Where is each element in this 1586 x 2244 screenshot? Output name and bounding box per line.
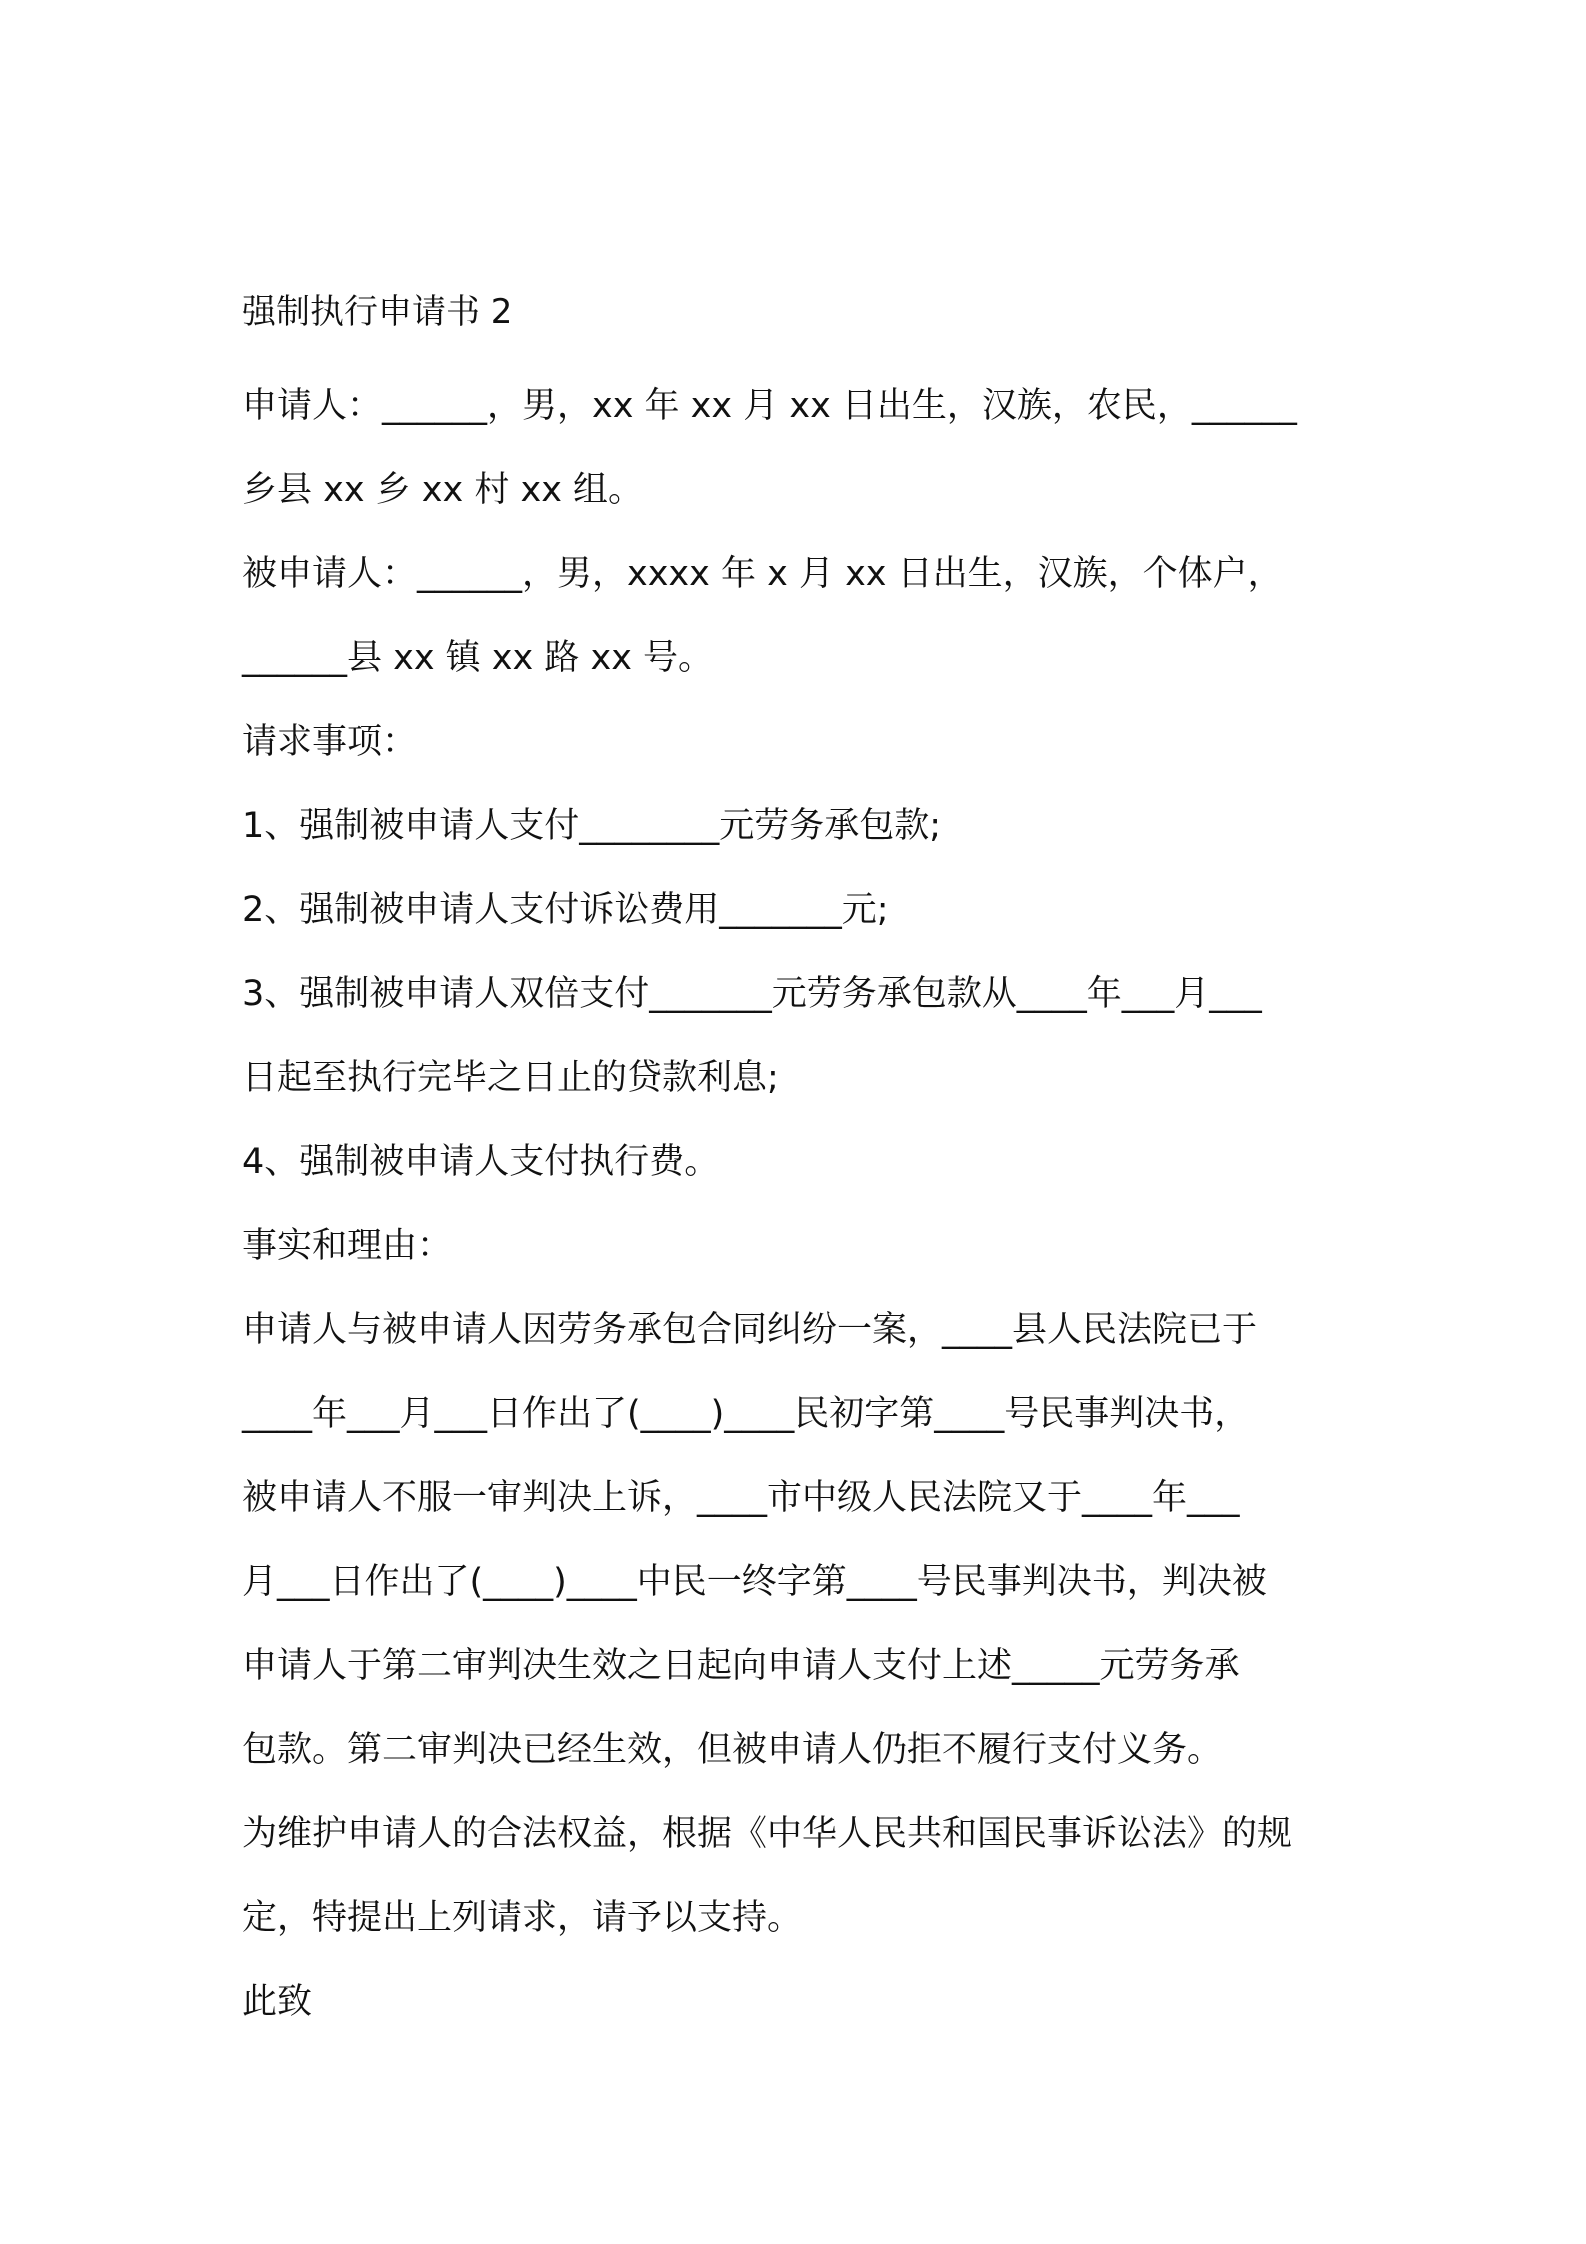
requests-heading (242, 700, 1357, 784)
request-item-4 (242, 1120, 1357, 1204)
request-item-2 (242, 868, 1357, 952)
facts-line-4: 月___日作出了(____)____中民一终字第____号民事判决书，判决被 (242, 1562, 1267, 1602)
facts-heading (242, 1204, 1357, 1288)
facts-line-3: 被申请人不服一审判决上诉，____市中级人民法院又于____年___ (242, 1478, 1240, 1518)
facts-line-6: 包款。第二审判决已经生效，但被申请人仍拒不履行支付义务。 (242, 1730, 1223, 1770)
applicant-line-1: 申请人：______，男，xx 年 xx 月 xx 日出生，汉族，农民，______ (242, 386, 1297, 426)
request-item-4-text: 4、强制被申请人支付执行费。 (242, 1142, 720, 1182)
request-item-3-line-2: 日起至执行完毕之日止的贷款利息; (242, 1058, 779, 1098)
document-title: 强制执行申请书 2 (242, 292, 513, 332)
facts-paragraph (242, 1288, 1357, 1792)
respondent-line-1: 被申请人：______，男，xxxx 年 x 月 xx 日出生，汉族，个体户， (242, 554, 1283, 594)
request-item-1-text: 1、强制被申请人支付________元劳务承包款; (242, 806, 942, 846)
conclusion-paragraph (242, 1792, 1357, 1960)
requests-heading-text: 请求事项： (242, 722, 418, 762)
respondent-info (242, 532, 1357, 700)
respondent-line-2: ______县 xx 镇 xx 路 xx 号。 (242, 638, 714, 678)
facts-line-1: 申请人与被申请人因劳务承包合同纠纷一案，____县人民法院已于 (242, 1310, 1258, 1350)
request-item-2-text: 2、强制被申请人支付诉讼费用_______元; (242, 890, 889, 930)
facts-line-5: 申请人于第二审判决生效之日起向申请人支付上述_____元劳务承 (242, 1646, 1240, 1686)
request-item-1 (242, 784, 1357, 868)
facts-heading-text: 事实和理由： (242, 1226, 453, 1266)
closing (242, 1960, 1357, 2044)
conclusion-line-1: 为维护申请人的合法权益，根据《中华人民共和国民事诉讼法》的规 (242, 1814, 1293, 1854)
facts-line-2: ____年___月___日作出了(____)____民初字第____号民事判决书， (242, 1394, 1250, 1434)
applicant-info (242, 364, 1357, 532)
document-body (242, 282, 1357, 2044)
closing-text: 此致 (242, 1982, 313, 2022)
applicant-line-2: 乡县 xx 乡 xx 村 xx 组。 (242, 470, 644, 510)
conclusion-line-2: 定，特提出上列请求，请予以支持。 (242, 1898, 803, 1938)
request-item-3-line-1: 3、强制被申请人双倍支付_______元劳务承包款从____年___月___ (242, 974, 1262, 1014)
request-item-3 (242, 952, 1357, 1120)
